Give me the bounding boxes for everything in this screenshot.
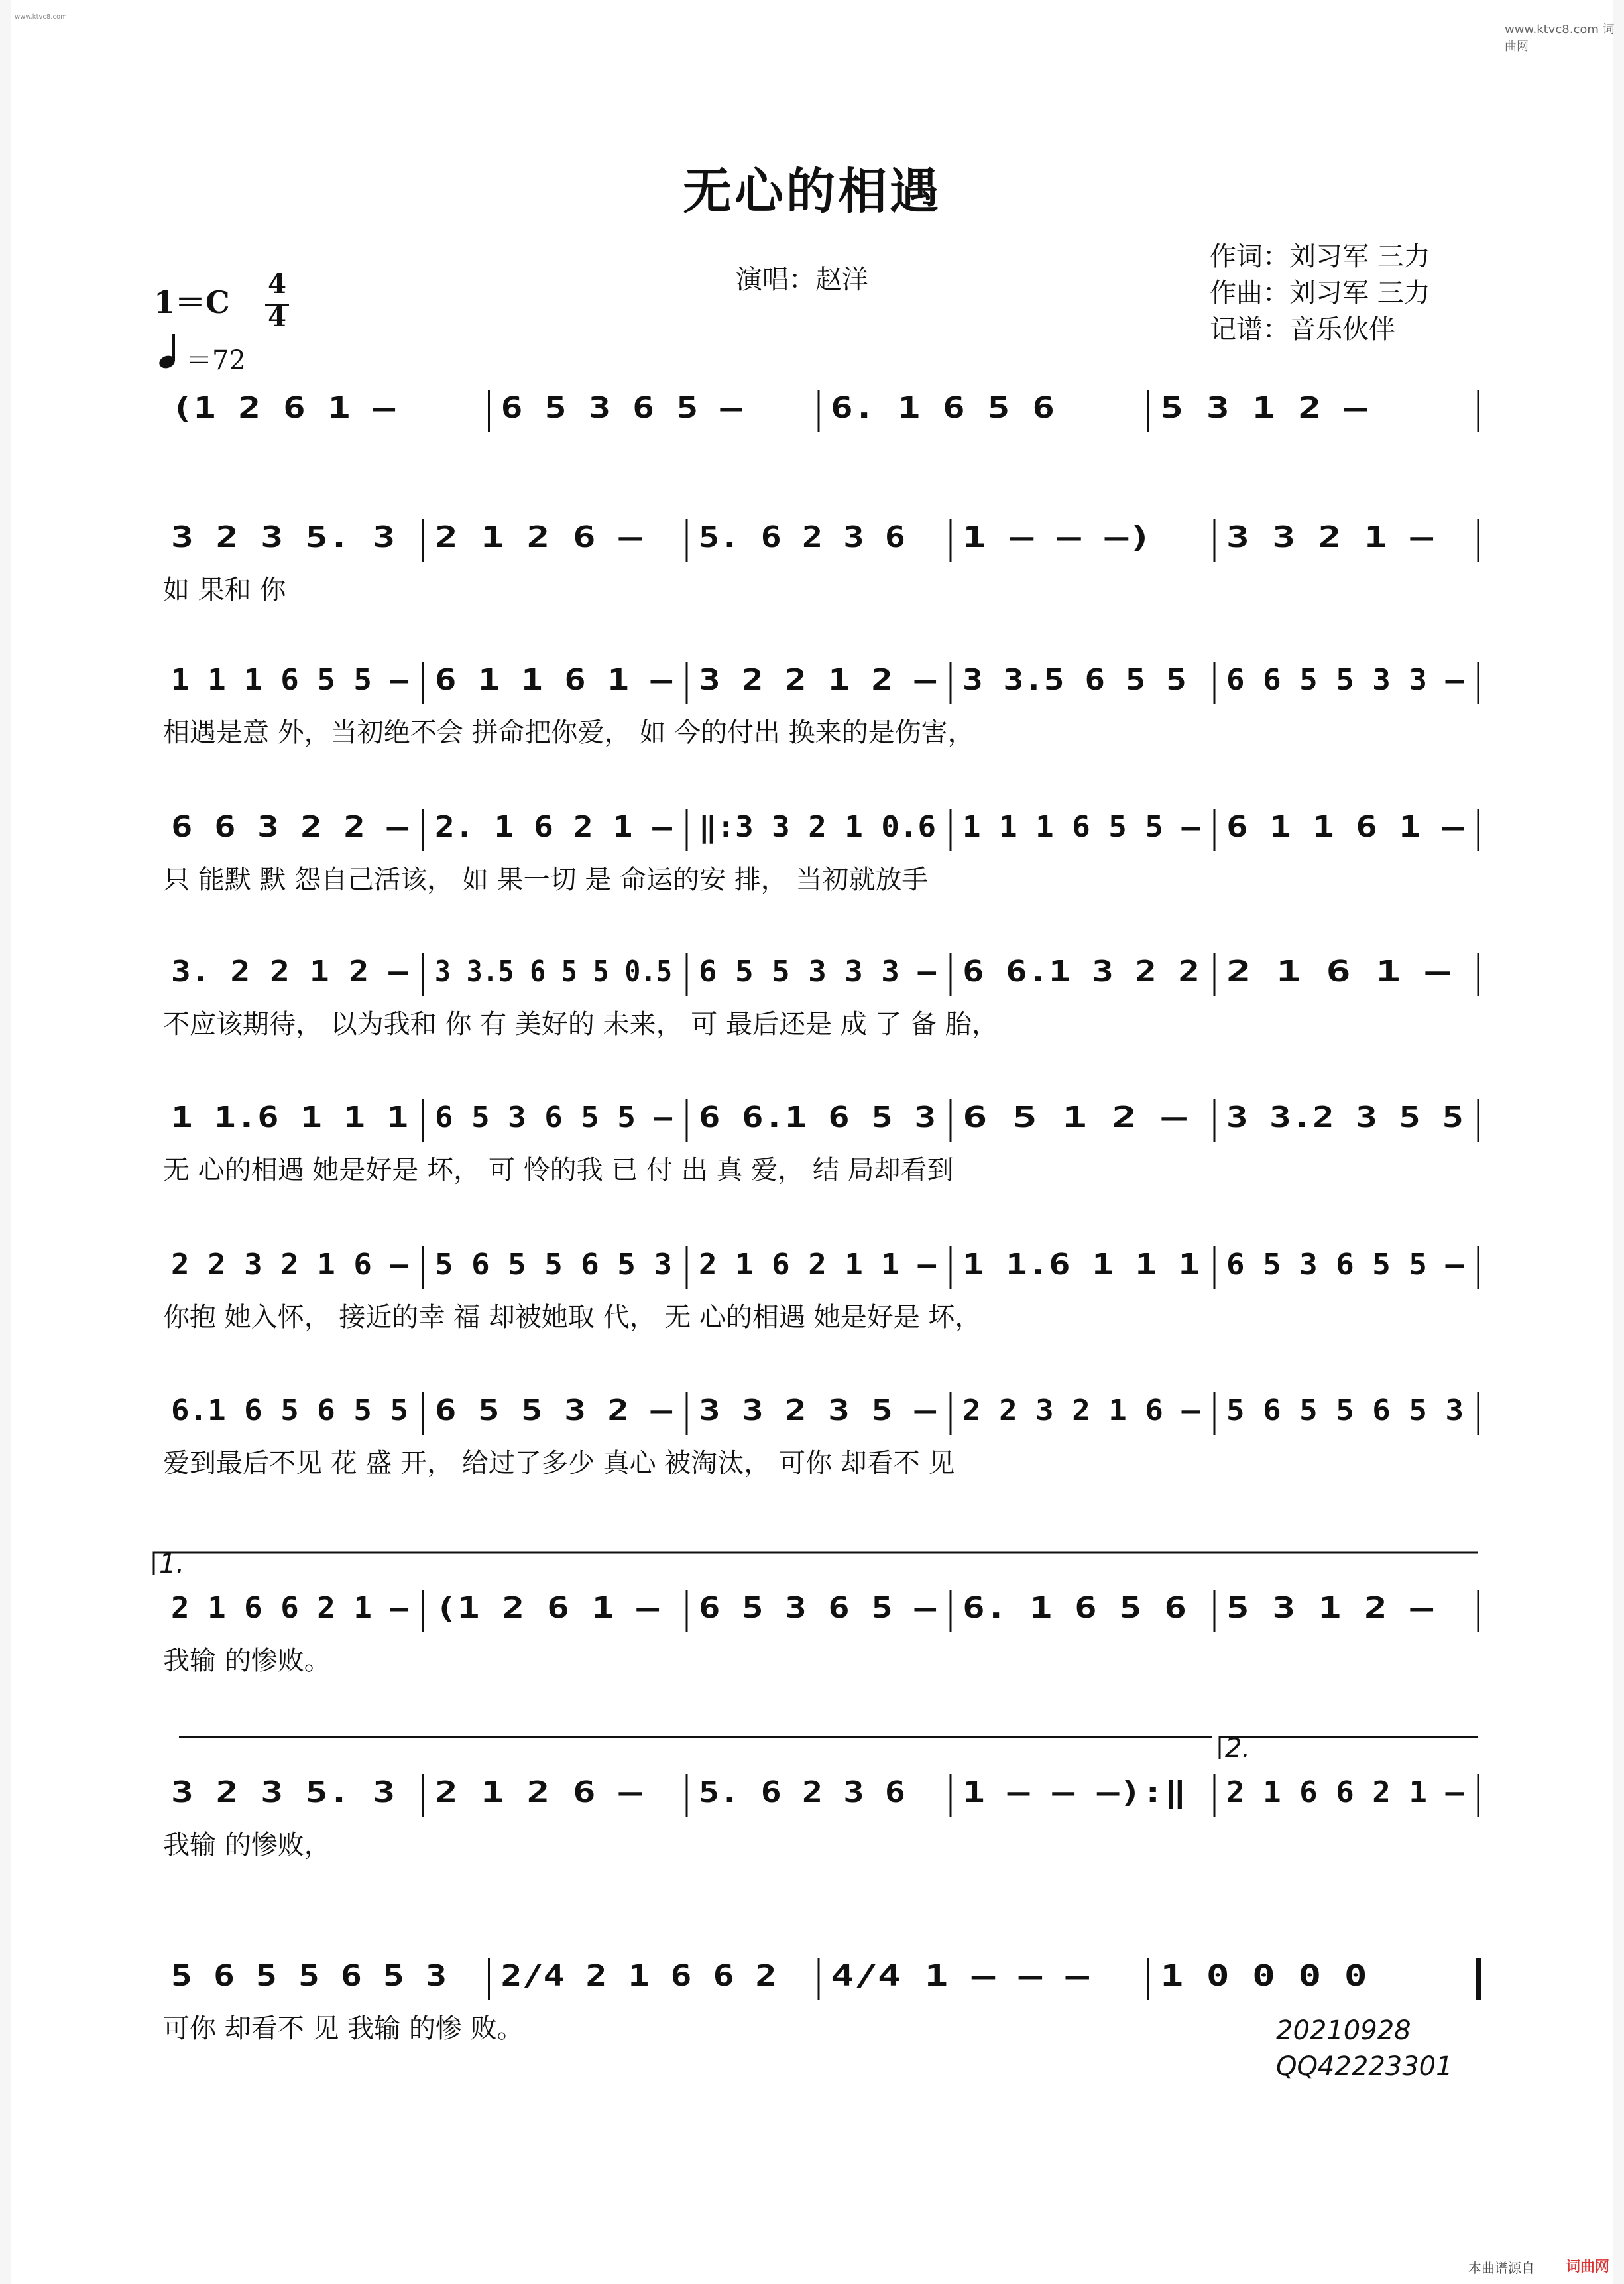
measure-notes: 1 1 1 6 5 5 – [962,810,1200,844]
transcriber-credit: 记谱：音乐伙伴 [1210,314,1395,345]
measure-notes: 6. 1 6 5 6 [962,1591,1187,1625]
volta-label: 1. [159,1549,185,1579]
measure-notes: 3 2 3 5. 3 [171,1775,395,1809]
song-title: 无心的相遇 [683,163,941,220]
measure-notes: 2 2 3 2 1 6 – [171,1248,409,1282]
lyric-line: 我输 的惨败， [163,1830,331,1860]
measure-notes: 3 3.5 6 5 5 0.5 [435,955,672,989]
volta-bracket [154,1553,1478,1575]
measure-notes: 2 1 6 1 – [1226,955,1451,989]
measure-notes: 5. 6 2 3 6 [699,1775,905,1809]
lyric-line: 爱到最后不见 花 盛 开， 给过了多少 真心 被淘汰， 可你 却看不 见 [163,1448,955,1478]
volta-label: 2. [1225,1733,1251,1764]
measure-notes: 5. 6 2 3 6 [699,520,905,554]
measure-notes: 2 1 2 6 – [435,520,642,554]
measure-notes: 6. 1 6 5 6 [831,391,1055,425]
measure-notes: 6 6.1 3 2 2 [962,955,1200,989]
measure-notes: 1 0 0 0 0 [1160,1959,1367,1993]
measure-notes: 5 6 5 5 6 5 3 [435,1248,672,1282]
measure-notes: 4/4 1 – – – [831,1959,1090,1993]
measure-notes: 3 2 3 5. 3 [171,520,395,554]
lyric-line: 不应该期待， 以为我和 你 有 美好的 未来， 可 最后还是 成 了 备 胎， [163,1009,998,1040]
measure-notes: 2. 1 6 2 1 – [435,810,673,844]
measure-notes: 6 1 1 6 1 – [1226,810,1464,844]
watermark-top-right: www.ktvc8.com 词曲网 [1505,23,1615,54]
measure-notes: 6 5 3 6 5 5 – [1226,1248,1464,1282]
watermark-bottom-right-logo: 词曲网 [1566,2259,1610,2275]
measure-notes: 1 – – –):‖ [962,1775,1187,1809]
lyric-line: 你抱 她入怀， 接近的幸 福 却被她取 代， 无 心的相遇 她是好是 坏， [163,1302,982,1333]
measure-notes: 5 6 5 5 6 5 3 [1226,1394,1464,1427]
measure-notes: 5 6 5 5 6 5 3 [171,1959,447,1993]
lyric-line: 只 能默 默 怨自己活该， 如 果一切 是 命运的安 排， 当初就放手 [163,865,929,895]
time-signature-numerator: 4 [268,269,286,300]
measure-notes: 3 2 2 1 2 – [699,663,937,697]
measure-notes: ‖:3 3 2 1 0.6 [699,810,936,844]
volta-bracket [1220,1737,1478,1759]
measure-notes: (1 2 6 1 – [435,1591,660,1625]
measure-notes: 3 3.5 6 5 5 [962,663,1187,697]
measure-notes: 1 1.6 1 1 1 [962,1248,1200,1282]
measure-notes: 2 1 2 6 – [435,1775,642,1809]
measure-notes: 3 3 2 1 – [1226,520,1434,554]
measure-notes: 6 6 5 5 3 3 – [1226,663,1464,697]
key-signature: 1＝C [154,284,230,320]
singer-credit: 演唱：赵洋 [736,265,868,295]
measure-notes: 2 2 3 2 1 6 – [962,1394,1200,1427]
lyric-line: 如 果和 你 [163,575,286,605]
measure-notes: 6 6.1 6 5 3 [699,1101,936,1134]
date-stamp: 20210928 [1276,2015,1411,2046]
measure-notes: 2 1 6 6 2 1 – [1226,1775,1464,1809]
measure-notes: 5 3 1 2 – [1226,1591,1434,1625]
measure-notes: 6 6 3 2 2 – [171,810,409,844]
lyric-line: 无 心的相遇 她是好是 坏， 可 怜的我 已 付 出 真 爱， 结 局却看到 [163,1155,954,1185]
lyricist-credit: 作词：刘习军 三力 [1210,241,1430,272]
measure-notes: (1 2 6 1 – [171,391,396,425]
measure-notes: 6 5 1 2 – [962,1101,1187,1134]
measure-notes: 6 5 5 3 3 3 – [699,955,937,989]
lyric-line: 可你 却看不 见 我输 的惨 败。 [163,2014,524,2044]
watermark-bottom-right-source: 本曲谱源自 [1468,2260,1535,2276]
time-signature-denominator: 4 [268,302,286,333]
lyric-line: 相遇是意 外，当初绝不会 拼命把你爱， 如 今的付出 换来的是伤害， [163,717,974,748]
lyric-line: 我输 的惨败。 [163,1646,331,1676]
qq-contact: QQ42223301 [1276,2051,1453,2082]
measure-notes: 1 1 1 6 5 5 – [171,663,409,697]
measure-notes: 2/4 2 1 6 6 2 [500,1959,777,1993]
measure-notes: 6 5 3 6 5 – [699,1591,937,1625]
measure-notes: 6.1 6 5 6 5 5 [171,1394,408,1427]
measure-notes: 2 1 6 2 1 1 – [699,1248,937,1282]
measure-notes: 3 3.2 3 5 5 [1226,1101,1464,1134]
watermark-top-left: www.ktvc8.com [15,13,67,21]
measure-notes: 1 1.6 1 1 1 [171,1101,408,1134]
measure-notes: 6 1 1 6 1 – [435,663,673,697]
measure-notes: 3 3 2 3 5 – [699,1394,937,1427]
tempo-marking: ＝72 [186,345,246,376]
measure-notes: 2 1 6 6 2 1 – [171,1591,409,1625]
measure-notes: 6 5 5 3 2 – [435,1394,673,1427]
measure-notes: 6 5 3 6 5 – [500,391,743,425]
composer-credit: 作曲：刘习军 三力 [1210,278,1430,308]
measure-notes: 1 – – –) [962,520,1152,554]
measure-notes: 6 5 3 6 5 5 – [435,1101,673,1134]
measure-notes: 3. 2 2 1 2 – [171,955,409,989]
measure-notes: 5 3 1 2 – [1160,391,1368,425]
